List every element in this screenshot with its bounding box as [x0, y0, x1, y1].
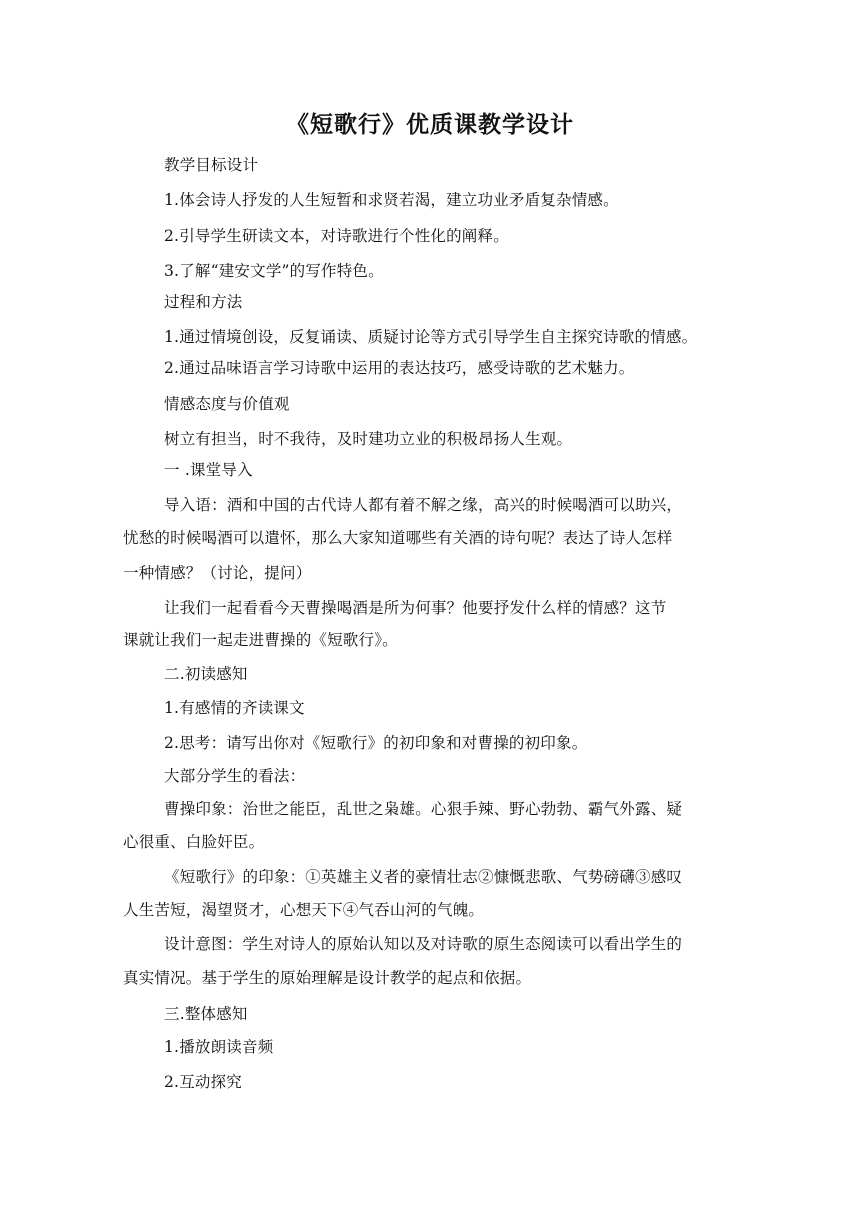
paragraph-line: 大部分学生的看法： [164, 767, 306, 785]
paragraph-line: 3.了解“建安文学”的写作特色。 [164, 262, 384, 280]
section-heading-teaching-goals: 教学目标设计 [164, 156, 259, 174]
section-heading-intro: 一 .课堂导入 [164, 461, 253, 479]
paragraph-line: 2.通过品味语言学习诗歌中运用的表达技巧，感受诗歌的艺术魅力。 [164, 359, 635, 377]
paragraph-line: 树立有担当，时不我待，及时建功立业的积极昂扬人生观。 [164, 430, 573, 448]
paragraph-line: 1.体会诗人抒发的人生短暂和求贤若渴，建立功业矛盾复杂情感。 [164, 191, 619, 209]
paragraph-line: 1.播放朗读音频 [164, 1038, 274, 1056]
paragraph-line: 曹操印象：治世之能臣，乱世之枭雄。心狠手辣、野心勃勃、霸气外露、疑 [164, 800, 683, 818]
section-heading-overall: 三.整体感知 [164, 1005, 248, 1023]
paragraph-line: 《短歌行》的印象：①英雄主义者的豪情壮志②慷慨悲歌、气势磅礴③感叹 [164, 868, 683, 886]
paragraph-line: 1.通过情境创设，反复诵读、质疑讨论等方式引导学生自主探究诗歌的情感。 [164, 328, 698, 346]
paragraph-line: 设计意图：学生对诗人的原始认知以及对诗歌的原生态阅读可以看出学生的 [164, 935, 683, 953]
paragraph-line: 真实情况。基于学生的原始理解是设计教学的起点和依据。 [123, 969, 532, 987]
paragraph-line: 2.引导学生研读文本，对诗歌进行个性化的阐释。 [164, 227, 509, 245]
paragraph-line: 2.互动探究 [164, 1073, 242, 1091]
section-heading-first-reading: 二.初读感知 [164, 665, 248, 683]
paragraph-line: 1.有感情的齐读课文 [164, 699, 305, 717]
document-title: 《短歌行》优质课教学设计 [286, 112, 574, 138]
paragraph-line: 忧愁的时候喝酒可以遣怀，那么大家知道哪些有关酒的诗句呢？表达了诗人怎样 [123, 529, 673, 547]
section-heading-process: 过程和方法 [164, 293, 243, 311]
paragraph-line: 人生苦短，渴望贤才，心想天下④气吞山河的气魄。 [123, 901, 485, 919]
paragraph-line: 让我们一起看看今天曹操喝酒是所为何事？他要抒发什么样的情感？这节 [164, 599, 667, 617]
paragraph-line: 导入语：酒和中国的古代诗人都有着不解之缘，高兴的时候喝酒可以助兴， [164, 496, 683, 514]
paragraph-line: 2.思考：请写出你对《短歌行》的初印象和对曹操的初印象。 [164, 734, 588, 752]
paragraph-line: 课就让我们一起走进曹操的《短歌行》。 [123, 631, 398, 649]
section-heading-attitude: 情感态度与价值观 [164, 395, 290, 413]
paragraph-line: 一种情感？（讨论，提问） [123, 564, 312, 582]
paragraph-line: 心很重、白脸奸臣。 [123, 833, 265, 851]
